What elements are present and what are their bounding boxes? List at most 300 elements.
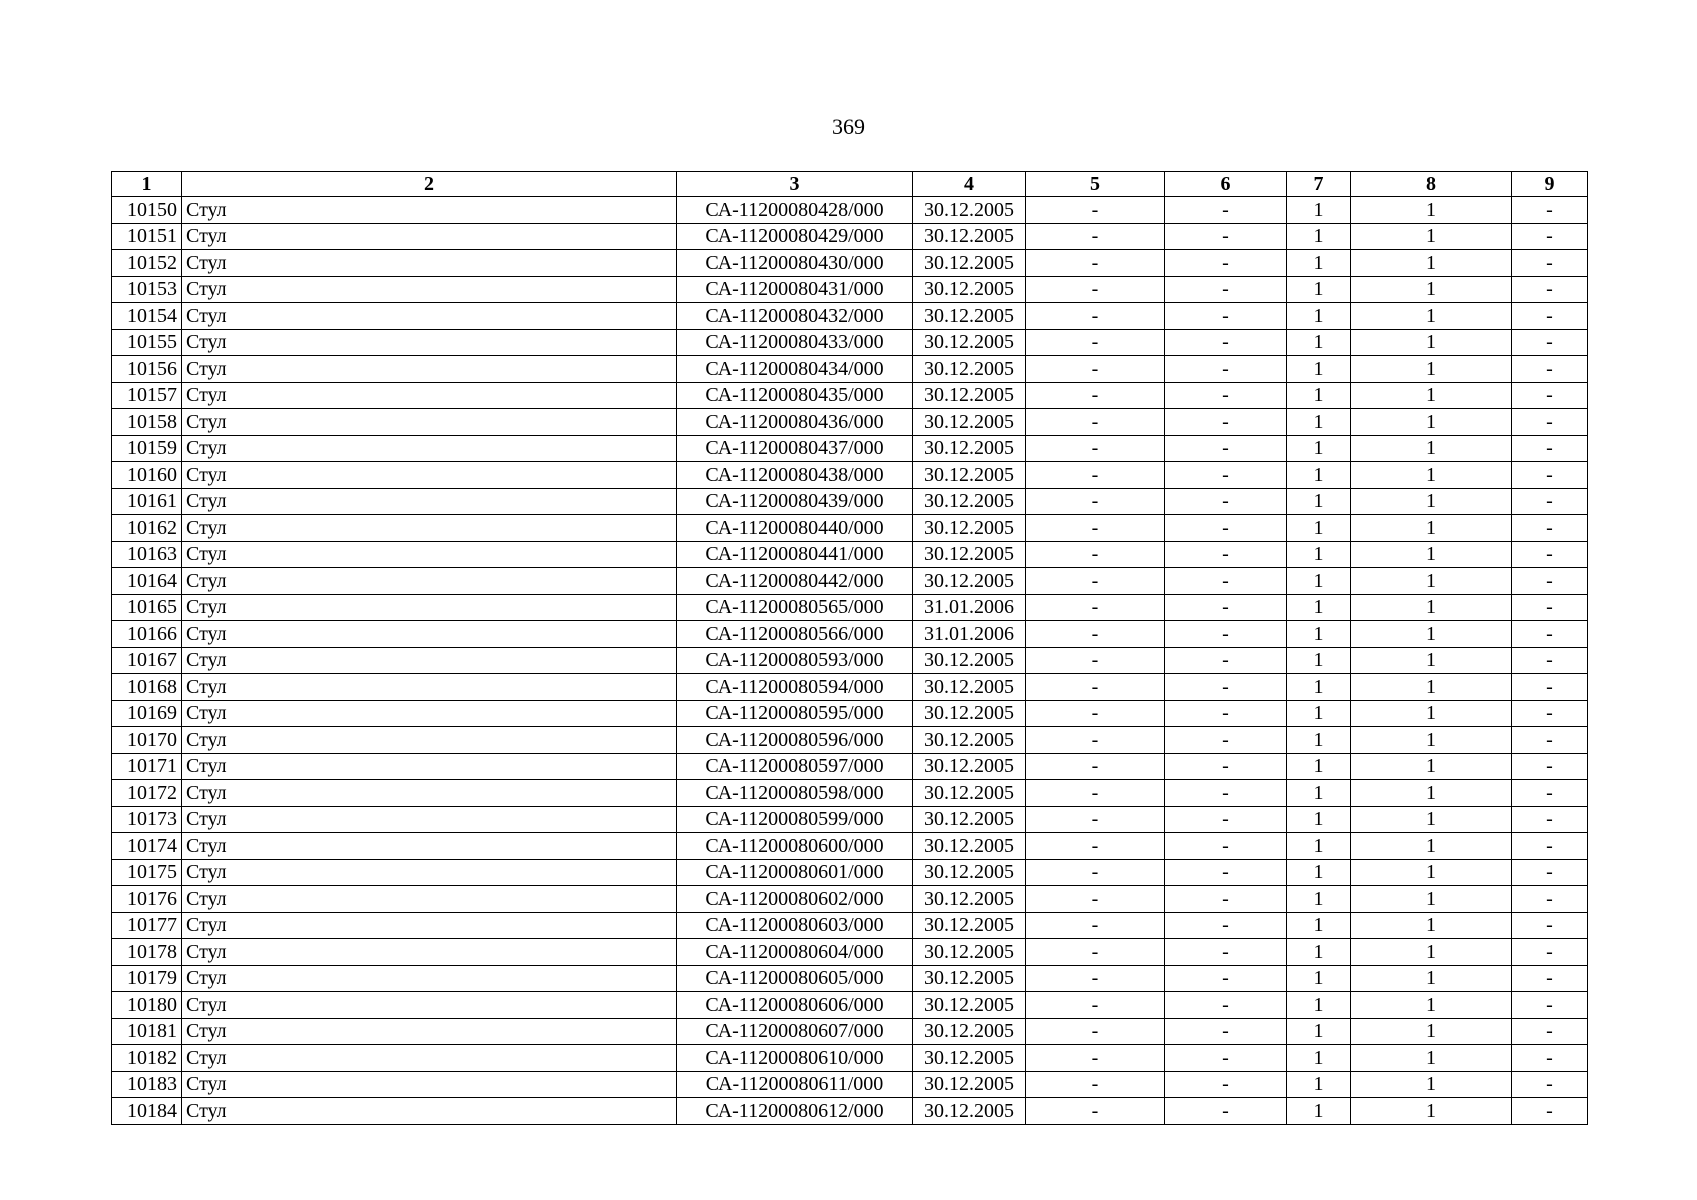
date-cell: 30.12.2005 <box>913 939 1026 966</box>
col6-cell: - <box>1165 753 1287 780</box>
date-cell: 30.12.2005 <box>913 859 1026 886</box>
date-cell: 30.12.2005 <box>913 197 1026 224</box>
col7-cell: 1 <box>1287 1045 1351 1072</box>
inventory-code-cell: СА-11200080441/000 <box>677 541 913 568</box>
item-name-cell: Стул <box>182 833 677 860</box>
date-cell: 30.12.2005 <box>913 912 1026 939</box>
col8-cell: 1 <box>1351 806 1512 833</box>
item-name-cell: Стул <box>182 568 677 595</box>
col8-cell: 1 <box>1351 223 1512 250</box>
col6-cell: - <box>1165 806 1287 833</box>
table-row <box>112 409 1588 436</box>
inventory-code-cell: СА-11200080442/000 <box>677 568 913 595</box>
col9-cell: - <box>1512 939 1588 966</box>
table-row <box>112 1045 1588 1072</box>
col5-cell: - <box>1026 356 1165 383</box>
inventory-code-cell: СА-11200080436/000 <box>677 409 913 436</box>
col7-cell: 1 <box>1287 197 1351 224</box>
item-name-cell: Стул <box>182 223 677 250</box>
col6-cell: - <box>1165 1018 1287 1045</box>
inventory-code-cell: СА-11200080602/000 <box>677 886 913 913</box>
col9-cell: - <box>1512 515 1588 542</box>
col6-cell: - <box>1165 1098 1287 1125</box>
col7-cell: 1 <box>1287 647 1351 674</box>
item-name-cell: Стул <box>182 276 677 303</box>
date-cell: 30.12.2005 <box>913 515 1026 542</box>
col7-cell: 1 <box>1287 541 1351 568</box>
col5-cell: - <box>1026 303 1165 330</box>
row-number-cell: 10173 <box>112 806 182 833</box>
table-row <box>112 568 1588 595</box>
col7-cell: 1 <box>1287 488 1351 515</box>
col9-cell: - <box>1512 780 1588 807</box>
col6-cell: - <box>1165 488 1287 515</box>
inventory-code-cell: СА-11200080566/000 <box>677 621 913 648</box>
row-number-cell: 10177 <box>112 912 182 939</box>
col9-cell: - <box>1512 250 1588 277</box>
col7-cell: 1 <box>1287 223 1351 250</box>
inventory-code-cell: СА-11200080597/000 <box>677 753 913 780</box>
row-number-cell: 10154 <box>112 303 182 330</box>
table-row <box>112 727 1588 754</box>
date-cell: 30.12.2005 <box>913 303 1026 330</box>
row-number-cell: 10178 <box>112 939 182 966</box>
date-cell: 30.12.2005 <box>913 356 1026 383</box>
date-cell: 30.12.2005 <box>913 647 1026 674</box>
col9-cell: - <box>1512 303 1588 330</box>
col5-cell: - <box>1026 912 1165 939</box>
item-name-cell: Стул <box>182 1071 677 1098</box>
col6-cell: - <box>1165 409 1287 436</box>
col6-cell: - <box>1165 515 1287 542</box>
col7-cell: 1 <box>1287 833 1351 860</box>
item-name-cell: Стул <box>182 541 677 568</box>
col7-cell: 1 <box>1287 462 1351 489</box>
col5-cell: - <box>1026 409 1165 436</box>
inventory-code-cell: СА-11200080593/000 <box>677 647 913 674</box>
col5-cell: - <box>1026 541 1165 568</box>
item-name-cell: Стул <box>182 1045 677 1072</box>
col5-cell: - <box>1026 515 1165 542</box>
col5-cell: - <box>1026 223 1165 250</box>
col6-cell: - <box>1165 621 1287 648</box>
inventory-code-cell: СА-11200080595/000 <box>677 700 913 727</box>
col7-cell: 1 <box>1287 303 1351 330</box>
row-number-cell: 10180 <box>112 992 182 1019</box>
col6-cell: - <box>1165 197 1287 224</box>
col6-cell: - <box>1165 356 1287 383</box>
item-name-cell: Стул <box>182 329 677 356</box>
item-name-cell: Стул <box>182 912 677 939</box>
table-row <box>112 515 1588 542</box>
col8-cell: 1 <box>1351 435 1512 462</box>
col8-cell: 1 <box>1351 1045 1512 1072</box>
table-row <box>112 780 1588 807</box>
inventory-code-cell: СА-11200080433/000 <box>677 329 913 356</box>
inventory-code-cell: СА-11200080598/000 <box>677 780 913 807</box>
inventory-code-cell: СА-11200080601/000 <box>677 859 913 886</box>
col6-cell: - <box>1165 859 1287 886</box>
table-row <box>112 1098 1588 1125</box>
inventory-code-cell: СА-11200080439/000 <box>677 488 913 515</box>
item-name-cell: Стул <box>182 806 677 833</box>
date-cell: 30.12.2005 <box>913 435 1026 462</box>
item-name-cell: Стул <box>182 886 677 913</box>
col8-cell: 1 <box>1351 833 1512 860</box>
col9-cell: - <box>1512 1071 1588 1098</box>
col7-cell: 1 <box>1287 1018 1351 1045</box>
row-number-cell: 10158 <box>112 409 182 436</box>
col7-cell: 1 <box>1287 727 1351 754</box>
item-name-cell: Стул <box>182 435 677 462</box>
col5-cell: - <box>1026 700 1165 727</box>
item-name-cell: Стул <box>182 409 677 436</box>
col8-cell: 1 <box>1351 939 1512 966</box>
col9-cell: - <box>1512 223 1588 250</box>
col9-cell: - <box>1512 1098 1588 1125</box>
col6-cell: - <box>1165 939 1287 966</box>
col9-cell: - <box>1512 409 1588 436</box>
item-name-cell: Стул <box>182 462 677 489</box>
col6-cell: - <box>1165 329 1287 356</box>
col7-cell: 1 <box>1287 1098 1351 1125</box>
page-number: 369 <box>832 114 865 139</box>
col7-cell: 1 <box>1287 435 1351 462</box>
col7-cell: 1 <box>1287 912 1351 939</box>
table-row <box>112 356 1588 383</box>
table-row <box>112 488 1588 515</box>
col6-cell: - <box>1165 250 1287 277</box>
inventory-code-cell: СА-11200080431/000 <box>677 276 913 303</box>
col5-cell: - <box>1026 965 1165 992</box>
inventory-code-cell: СА-11200080434/000 <box>677 356 913 383</box>
table-row <box>112 859 1588 886</box>
inventory-code-cell: СА-11200080565/000 <box>677 594 913 621</box>
col6-cell: - <box>1165 1045 1287 1072</box>
col9-cell: - <box>1512 621 1588 648</box>
col8-cell: 1 <box>1351 674 1512 701</box>
col8-cell: 1 <box>1351 515 1512 542</box>
table-row <box>112 462 1588 489</box>
col8-cell: 1 <box>1351 886 1512 913</box>
table-row <box>112 647 1588 674</box>
row-number-cell: 10155 <box>112 329 182 356</box>
row-number-cell: 10152 <box>112 250 182 277</box>
col8-cell: 1 <box>1351 568 1512 595</box>
col6-cell: - <box>1165 992 1287 1019</box>
col6-cell: - <box>1165 435 1287 462</box>
col9-cell: - <box>1512 462 1588 489</box>
row-number-cell: 10176 <box>112 886 182 913</box>
item-name-cell: Стул <box>182 621 677 648</box>
column-header: 2 <box>182 172 677 197</box>
table-row <box>112 753 1588 780</box>
col6-cell: - <box>1165 780 1287 807</box>
col8-cell: 1 <box>1351 409 1512 436</box>
col8-cell: 1 <box>1351 1098 1512 1125</box>
date-cell: 30.12.2005 <box>913 329 1026 356</box>
item-name-cell: Стул <box>182 356 677 383</box>
inventory-code-cell: СА-11200080610/000 <box>677 1045 913 1072</box>
row-number-cell: 10166 <box>112 621 182 648</box>
table-row <box>112 939 1588 966</box>
row-number-cell: 10169 <box>112 700 182 727</box>
table-row <box>112 329 1588 356</box>
col5-cell: - <box>1026 992 1165 1019</box>
col7-cell: 1 <box>1287 250 1351 277</box>
table-row <box>112 382 1588 409</box>
col9-cell: - <box>1512 356 1588 383</box>
col6-cell: - <box>1165 462 1287 489</box>
col9-cell: - <box>1512 753 1588 780</box>
table-row <box>112 303 1588 330</box>
date-cell: 30.12.2005 <box>913 1018 1026 1045</box>
col5-cell: - <box>1026 647 1165 674</box>
table-row <box>112 541 1588 568</box>
col6-cell: - <box>1165 568 1287 595</box>
table-row <box>112 700 1588 727</box>
inventory-code-cell: СА-11200080603/000 <box>677 912 913 939</box>
col8-cell: 1 <box>1351 250 1512 277</box>
col6-cell: - <box>1165 1071 1287 1098</box>
row-number-cell: 10175 <box>112 859 182 886</box>
col5-cell: - <box>1026 621 1165 648</box>
col8-cell: 1 <box>1351 1018 1512 1045</box>
col5-cell: - <box>1026 276 1165 303</box>
col9-cell: - <box>1512 488 1588 515</box>
col7-cell: 1 <box>1287 939 1351 966</box>
col9-cell: - <box>1512 727 1588 754</box>
col6-cell: - <box>1165 912 1287 939</box>
inventory-code-cell: СА-11200080435/000 <box>677 382 913 409</box>
col7-cell: 1 <box>1287 806 1351 833</box>
table-row <box>112 276 1588 303</box>
col5-cell: - <box>1026 806 1165 833</box>
col7-cell: 1 <box>1287 594 1351 621</box>
col8-cell: 1 <box>1351 700 1512 727</box>
table-header-row <box>112 172 1588 197</box>
inventory-code-cell: СА-11200080611/000 <box>677 1071 913 1098</box>
column-header: 1 <box>112 172 182 197</box>
col8-cell: 1 <box>1351 753 1512 780</box>
col7-cell: 1 <box>1287 276 1351 303</box>
col9-cell: - <box>1512 886 1588 913</box>
col7-cell: 1 <box>1287 992 1351 1019</box>
table-body <box>112 197 1588 1125</box>
col8-cell: 1 <box>1351 462 1512 489</box>
item-name-cell: Стул <box>182 780 677 807</box>
inventory-table <box>111 171 1588 1125</box>
col9-cell: - <box>1512 568 1588 595</box>
col8-cell: 1 <box>1351 727 1512 754</box>
col6-cell: - <box>1165 965 1287 992</box>
row-number-cell: 10159 <box>112 435 182 462</box>
item-name-cell: Стул <box>182 939 677 966</box>
inventory-code-cell: СА-11200080607/000 <box>677 1018 913 1045</box>
item-name-cell: Стул <box>182 992 677 1019</box>
col7-cell: 1 <box>1287 859 1351 886</box>
date-cell: 30.12.2005 <box>913 806 1026 833</box>
table-row <box>112 197 1588 224</box>
row-number-cell: 10184 <box>112 1098 182 1125</box>
row-number-cell: 10179 <box>112 965 182 992</box>
col5-cell: - <box>1026 833 1165 860</box>
col6-cell: - <box>1165 886 1287 913</box>
col5-cell: - <box>1026 1018 1165 1045</box>
col8-cell: 1 <box>1351 329 1512 356</box>
col5-cell: - <box>1026 250 1165 277</box>
col6-cell: - <box>1165 382 1287 409</box>
date-cell: 30.12.2005 <box>913 1071 1026 1098</box>
date-cell: 30.12.2005 <box>913 462 1026 489</box>
row-number-cell: 10151 <box>112 223 182 250</box>
inventory-code-cell: СА-11200080599/000 <box>677 806 913 833</box>
col8-cell: 1 <box>1351 1071 1512 1098</box>
col6-cell: - <box>1165 674 1287 701</box>
col9-cell: - <box>1512 833 1588 860</box>
col9-cell: - <box>1512 647 1588 674</box>
col5-cell: - <box>1026 594 1165 621</box>
col5-cell: - <box>1026 1098 1165 1125</box>
table-row <box>112 1071 1588 1098</box>
col7-cell: 1 <box>1287 409 1351 436</box>
col5-cell: - <box>1026 462 1165 489</box>
inventory-code-cell: СА-11200080612/000 <box>677 1098 913 1125</box>
col7-cell: 1 <box>1287 329 1351 356</box>
col7-cell: 1 <box>1287 780 1351 807</box>
col8-cell: 1 <box>1351 594 1512 621</box>
row-number-cell: 10168 <box>112 674 182 701</box>
table-row <box>112 992 1588 1019</box>
item-name-cell: Стул <box>182 859 677 886</box>
inventory-code-cell: СА-11200080430/000 <box>677 250 913 277</box>
item-name-cell: Стул <box>182 700 677 727</box>
date-cell: 31.01.2006 <box>913 621 1026 648</box>
col5-cell: - <box>1026 197 1165 224</box>
column-header: 9 <box>1512 172 1588 197</box>
col6-cell: - <box>1165 276 1287 303</box>
date-cell: 30.12.2005 <box>913 965 1026 992</box>
table-row <box>112 674 1588 701</box>
row-number-cell: 10161 <box>112 488 182 515</box>
inventory-code-cell: СА-11200080438/000 <box>677 462 913 489</box>
table-row <box>112 886 1588 913</box>
col6-cell: - <box>1165 727 1287 754</box>
date-cell: 30.12.2005 <box>913 250 1026 277</box>
item-name-cell: Стул <box>182 488 677 515</box>
col8-cell: 1 <box>1351 488 1512 515</box>
item-name-cell: Стул <box>182 727 677 754</box>
item-name-cell: Стул <box>182 674 677 701</box>
date-cell: 30.12.2005 <box>913 886 1026 913</box>
date-cell: 30.12.2005 <box>913 276 1026 303</box>
col9-cell: - <box>1512 806 1588 833</box>
col6-cell: - <box>1165 647 1287 674</box>
inventory-code-cell: СА-11200080605/000 <box>677 965 913 992</box>
col8-cell: 1 <box>1351 992 1512 1019</box>
col5-cell: - <box>1026 727 1165 754</box>
row-number-cell: 10153 <box>112 276 182 303</box>
col6-cell: - <box>1165 833 1287 860</box>
col8-cell: 1 <box>1351 303 1512 330</box>
column-header: 5 <box>1026 172 1165 197</box>
col5-cell: - <box>1026 780 1165 807</box>
col9-cell: - <box>1512 329 1588 356</box>
col5-cell: - <box>1026 859 1165 886</box>
row-number-cell: 10150 <box>112 197 182 224</box>
col7-cell: 1 <box>1287 1071 1351 1098</box>
column-header: 4 <box>913 172 1026 197</box>
row-number-cell: 10170 <box>112 727 182 754</box>
col6-cell: - <box>1165 700 1287 727</box>
item-name-cell: Стул <box>182 515 677 542</box>
inventory-code-cell: СА-11200080440/000 <box>677 515 913 542</box>
col9-cell: - <box>1512 674 1588 701</box>
col9-cell: - <box>1512 965 1588 992</box>
col5-cell: - <box>1026 1045 1165 1072</box>
col9-cell: - <box>1512 992 1588 1019</box>
col7-cell: 1 <box>1287 382 1351 409</box>
col9-cell: - <box>1512 594 1588 621</box>
col8-cell: 1 <box>1351 356 1512 383</box>
col7-cell: 1 <box>1287 700 1351 727</box>
table-row <box>112 912 1588 939</box>
col8-cell: 1 <box>1351 276 1512 303</box>
date-cell: 30.12.2005 <box>913 780 1026 807</box>
col5-cell: - <box>1026 1071 1165 1098</box>
date-cell: 30.12.2005 <box>913 833 1026 860</box>
table-row <box>112 250 1588 277</box>
col8-cell: 1 <box>1351 541 1512 568</box>
col7-cell: 1 <box>1287 568 1351 595</box>
col6-cell: - <box>1165 303 1287 330</box>
col5-cell: - <box>1026 939 1165 966</box>
col7-cell: 1 <box>1287 753 1351 780</box>
col8-cell: 1 <box>1351 859 1512 886</box>
table-row <box>112 833 1588 860</box>
col9-cell: - <box>1512 382 1588 409</box>
col5-cell: - <box>1026 488 1165 515</box>
row-number-cell: 10181 <box>112 1018 182 1045</box>
col5-cell: - <box>1026 382 1165 409</box>
table-row <box>112 965 1588 992</box>
col5-cell: - <box>1026 329 1165 356</box>
col9-cell: - <box>1512 541 1588 568</box>
col8-cell: 1 <box>1351 197 1512 224</box>
date-cell: 30.12.2005 <box>913 488 1026 515</box>
inventory-code-cell: СА-11200080429/000 <box>677 223 913 250</box>
table-row <box>112 223 1588 250</box>
col5-cell: - <box>1026 435 1165 462</box>
row-number-cell: 10174 <box>112 833 182 860</box>
row-number-cell: 10167 <box>112 647 182 674</box>
date-cell: 30.12.2005 <box>913 727 1026 754</box>
col7-cell: 1 <box>1287 886 1351 913</box>
inventory-code-cell: СА-11200080600/000 <box>677 833 913 860</box>
inventory-code-cell: СА-11200080606/000 <box>677 992 913 1019</box>
item-name-cell: Стул <box>182 647 677 674</box>
date-cell: 30.12.2005 <box>913 992 1026 1019</box>
col9-cell: - <box>1512 859 1588 886</box>
item-name-cell: Стул <box>182 1098 677 1125</box>
col9-cell: - <box>1512 700 1588 727</box>
column-header: 3 <box>677 172 913 197</box>
row-number-cell: 10182 <box>112 1045 182 1072</box>
col7-cell: 1 <box>1287 356 1351 383</box>
row-number-cell: 10172 <box>112 780 182 807</box>
col9-cell: - <box>1512 912 1588 939</box>
date-cell: 30.12.2005 <box>913 568 1026 595</box>
